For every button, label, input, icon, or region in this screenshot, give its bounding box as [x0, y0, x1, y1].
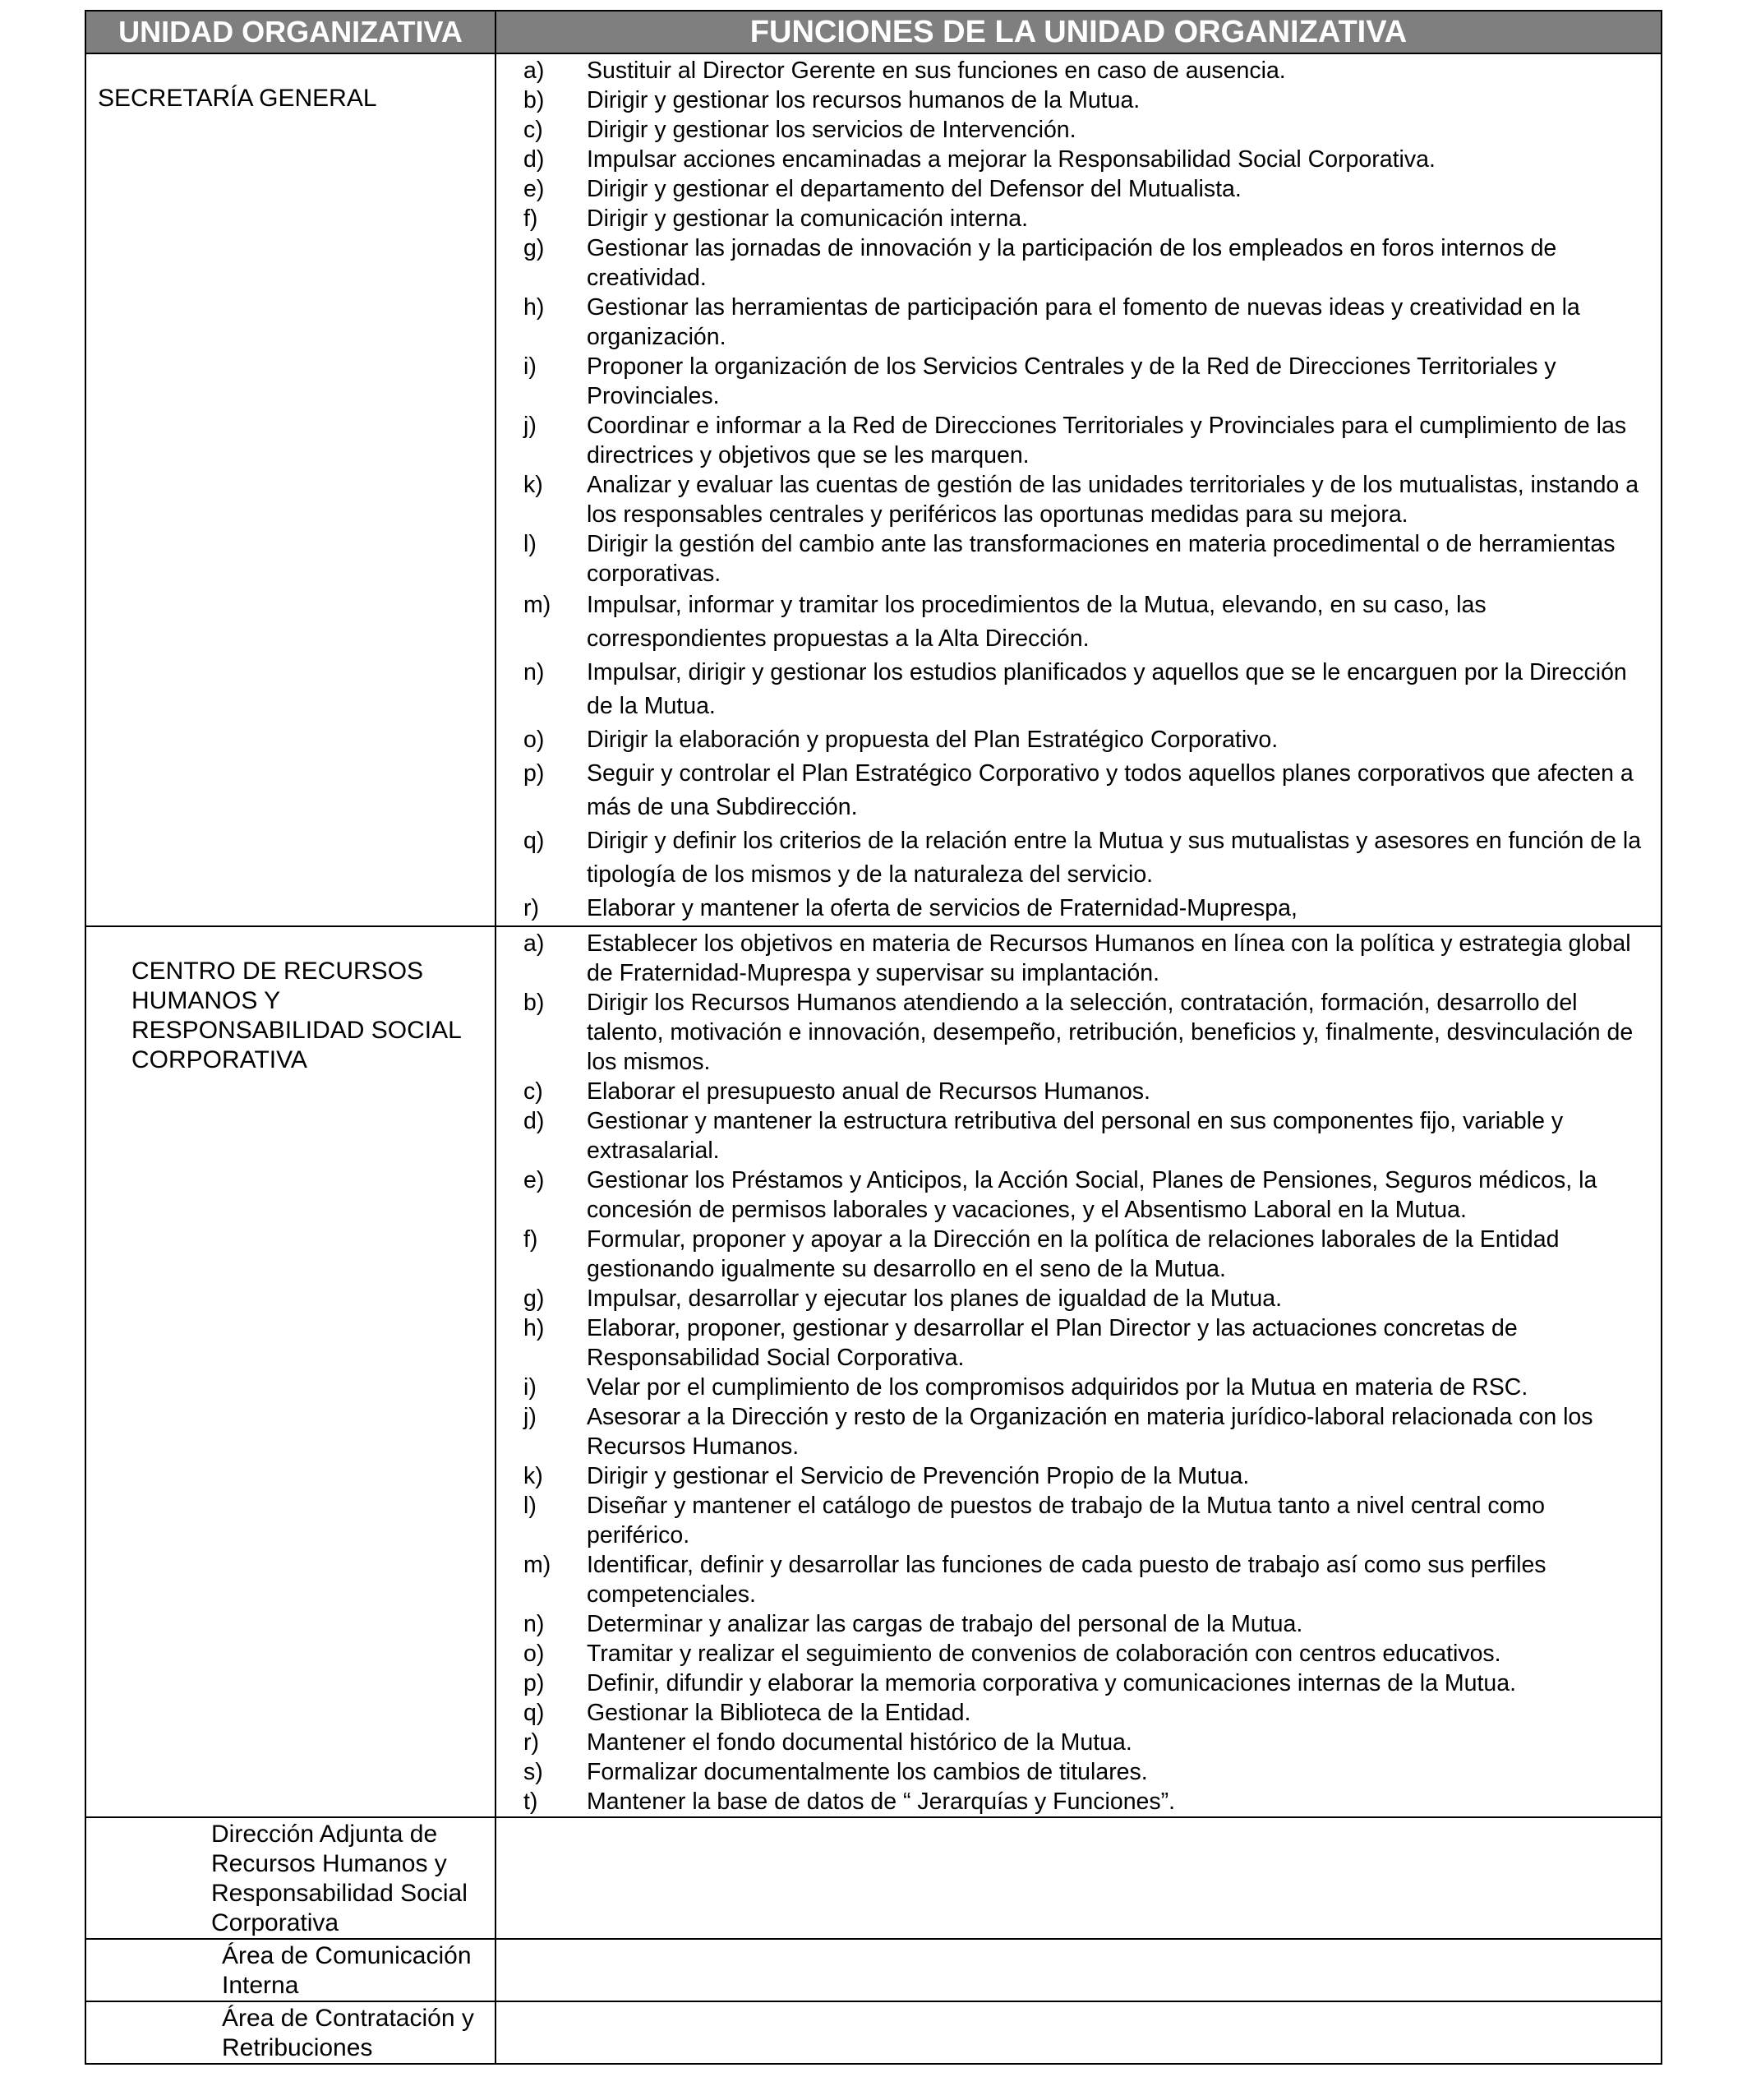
function-item: [496, 1668, 1661, 1698]
function-letter: i): [523, 353, 537, 380]
function-letter: k): [523, 472, 543, 498]
function-text: Identificar, definir y desarrollar las funciones de cada puesto de trabajo así como sus perfiles competenciales.: [587, 1552, 1546, 1608]
function-item: [496, 723, 1661, 757]
function-text: Dirigir y gestionar el Servicio de Prevención Propio de la Mutua.: [587, 1463, 1250, 1489]
function-text: Definir, difundir y elaborar la memoria corporativa y comunicaciones internas de la Mutua.: [587, 1670, 1517, 1696]
function-letter: j): [523, 1404, 537, 1430]
function-item: [496, 411, 1661, 470]
header-functions: FUNCIONES DE LA UNIDAD ORGANIZATIVA: [496, 11, 1662, 53]
function-text: Formalizar documentalmente los cambios de titulares.: [587, 1759, 1148, 1785]
function-text: Gestionar y mantener la estructura retributiva del personal en sus componentes fijo, variable y extrasalarial.: [587, 1108, 1564, 1164]
function-text: Gestionar las jornadas de innovación y la participación de los empleados en foros internos de creatividad.: [587, 235, 1557, 291]
table-row-contratacion: [85, 2001, 1662, 2064]
function-item: [496, 352, 1661, 411]
function-item: [496, 1225, 1661, 1284]
table-row-comunicacion-interna: [85, 1939, 1662, 2001]
function-text: Impulsar, desarrollar y ejecutar los planes de igualdad de la Mutua.: [587, 1285, 1282, 1312]
function-item: [496, 1402, 1661, 1461]
function-letter: n): [523, 659, 545, 685]
header-unit: UNIDAD ORGANIZATIVA: [85, 11, 496, 53]
function-text: Dirigir y gestionar los recursos humanos de la Mutua.: [587, 87, 1141, 113]
function-letter: c): [523, 117, 543, 143]
function-item: [496, 1639, 1661, 1668]
function-letter: l): [523, 531, 537, 557]
function-text: Elaborar el presupuesto anual de Recursos Humanos.: [587, 1078, 1150, 1105]
function-text: Elaborar, proponer, gestionar y desarrollar el Plan Director y las actuaciones concretas de Responsabilidad Social Corporativa.: [587, 1315, 1518, 1371]
function-letter: f): [523, 205, 538, 232]
function-text: Impulsar, dirigir y gestionar los estudios planificados y aquellos que se le encarguen por la Dirección de la Mutua.: [587, 659, 1627, 719]
function-letter: g): [523, 235, 545, 261]
unit-cell: [85, 2001, 496, 2064]
function-text: Coordinar e informar a la Red de Direcciones Territoriales y Provinciales para el cumplimiento de las directrices y objetivos que se les marquen.: [587, 413, 1627, 468]
function-text: Establecer los objetivos en materia de Recursos Humanos en línea con la política y estrategia global de Fraternidad-Muprespa y supervisar su implantación.: [587, 930, 1631, 986]
function-item: [496, 1165, 1661, 1225]
function-item: [496, 988, 1661, 1077]
function-item: [496, 1313, 1661, 1373]
function-letter: g): [523, 1285, 545, 1312]
table-row-secretaria: [85, 53, 1662, 926]
function-letter: f): [523, 1226, 538, 1253]
table-row-rrhh: [85, 926, 1662, 1817]
function-text: Dirigir los Recursos Humanos atendiendo a la selección, contratación, formación, desarrollo del talento, motivación e innovación, desempeño, retribución, beneficios y, finalmente, desvinculación de los mismos.: [587, 990, 1634, 1075]
function-item: [496, 470, 1661, 529]
function-text: Diseñar y mantener el catálogo de puestos de trabajo de la Mutua tanto a nivel central como periférico.: [587, 1493, 1546, 1548]
unit-cell: [85, 1939, 496, 2001]
functions-table: [85, 10, 1662, 2065]
function-letter: q): [523, 828, 545, 854]
function-letter: m): [523, 592, 551, 618]
function-text: Impulsar, informar y tramitar los procedimientos de la Mutua, elevando, en su caso, las correspondientes propuestas a la Alta Dirección.: [587, 592, 1487, 652]
function-item: [496, 1787, 1661, 1816]
function-item: [496, 892, 1661, 925]
function-letter: h): [523, 1315, 545, 1341]
function-letter: d): [523, 1108, 545, 1134]
unit-name: Área de Contratación y Retribuciones: [222, 2005, 474, 2061]
function-item: [496, 1106, 1661, 1165]
function-item: [496, 929, 1661, 988]
function-letter: l): [523, 1493, 537, 1519]
function-text: Impulsar acciones encaminadas a mejorar la Responsabilidad Social Corporativa.: [587, 146, 1436, 173]
function-item: [496, 1373, 1661, 1402]
function-item: [496, 56, 1661, 85]
function-item: [496, 1284, 1661, 1313]
functions-list: [496, 54, 1661, 925]
function-item: [496, 115, 1661, 145]
function-letter: e): [523, 1167, 545, 1193]
function-item: [496, 293, 1661, 352]
function-text: Analizar y evaluar las cuentas de gestión de las unidades territoriales y de los mutualistas, instando a los responsables centrales y periféricos las oportunas medidas para su mejora.: [587, 472, 1639, 528]
function-letter: a): [523, 58, 545, 84]
function-letter: s): [523, 1759, 543, 1785]
function-item: [496, 1757, 1661, 1787]
function-text: Determinar y analizar las cargas de trabajo del personal de la Mutua.: [587, 1611, 1303, 1637]
function-letter: p): [523, 1670, 545, 1696]
function-item: [496, 1077, 1661, 1106]
function-letter: h): [523, 294, 545, 321]
table-header-row: [85, 11, 1662, 53]
function-text: Velar por el cumplimiento de los compromisos adquiridos por la Mutua en materia de RSC.: [587, 1374, 1528, 1401]
function-letter: m): [523, 1552, 551, 1578]
function-item: [496, 588, 1661, 656]
function-letter: e): [523, 176, 545, 202]
table-row-direccion-adjunta: [85, 1817, 1662, 1939]
unit-name: SECRETARÍA GENERAL: [98, 85, 377, 112]
function-letter: o): [523, 1641, 545, 1667]
function-letter: a): [523, 930, 545, 957]
function-letter: c): [523, 1078, 543, 1105]
function-text: Gestionar los Préstamos y Anticipos, la Acción Social, Planes de Pensiones, Seguros médicos, la concesión de permisos laborales y vacaciones, y el Absentismo Laboral en la Mutua.: [587, 1167, 1597, 1223]
functions-cell-empty: [496, 1817, 1662, 1939]
function-item: [496, 145, 1661, 174]
function-text: Mantener el fondo documental histórico de la Mutua.: [587, 1729, 1132, 1756]
unit-cell: [85, 926, 496, 1817]
function-item: [496, 204, 1661, 233]
function-letter: b): [523, 87, 545, 113]
function-letter: r): [523, 1729, 539, 1756]
function-item: [496, 757, 1661, 824]
function-item: [496, 1461, 1661, 1491]
functions-cell-empty: [496, 2001, 1662, 2064]
unit-name: Dirección Adjunta de Recursos Humanos y Responsabilidad Social Corporativa: [211, 1821, 468, 1936]
function-text: Tramitar y realizar el seguimiento de convenios de colaboración con centros educativos.: [587, 1641, 1501, 1667]
function-letter: r): [523, 895, 539, 921]
unit-cell: [85, 53, 496, 926]
function-letter: j): [523, 413, 537, 439]
function-letter: d): [523, 146, 545, 173]
function-text: Proponer la organización de los Servicios Centrales y de la Red de Direcciones Territoriales y Provinciales.: [587, 353, 1556, 409]
functions-list: [496, 927, 1661, 1816]
function-text: Mantener la base de datos de “ Jerarquías y Funciones”.: [587, 1788, 1176, 1815]
unit-name: CENTRO DE RECURSOS HUMANOS Y RESPONSABILIDAD SOCIAL CORPORATIVA: [131, 958, 461, 1073]
function-letter: i): [523, 1374, 537, 1401]
function-item: [496, 1550, 1661, 1609]
function-letter: t): [523, 1788, 538, 1815]
function-letter: b): [523, 990, 545, 1016]
function-text: Dirigir y gestionar la comunicación interna.: [587, 205, 1028, 232]
unit-name: Área de Comunicación Interna: [222, 1942, 472, 1999]
function-item: [496, 529, 1661, 588]
function-text: Gestionar las herramientas de participación para el fomento de nuevas ideas y creatividad en la organización.: [587, 294, 1580, 350]
function-item: [496, 85, 1661, 115]
function-item: [496, 1609, 1661, 1639]
function-letter: p): [523, 760, 545, 787]
function-letter: q): [523, 1700, 545, 1726]
function-text: Dirigir y gestionar los servicios de Intervención.: [587, 117, 1076, 143]
function-text: Dirigir la elaboración y propuesta del Plan Estratégico Corporativo.: [587, 727, 1279, 753]
function-text: Seguir y controlar el Plan Estratégico Corporativo y todos aquellos planes corporativos que afecten a más de una Subdirección.: [587, 760, 1634, 820]
function-letter: k): [523, 1463, 543, 1489]
function-text: Dirigir y gestionar el departamento del Defensor del Mutualista.: [587, 176, 1242, 202]
function-text: Elaborar y mantener la oferta de servicios de Fraternidad-Muprespa,: [587, 895, 1298, 921]
function-text: Formular, proponer y apoyar a la Dirección en la política de relaciones laborales de la Entidad gestionando igualmente su desarrollo en el seno de la Mutua.: [587, 1226, 1560, 1282]
function-text: Asesorar a la Dirección y resto de la Organización en materia jurídico-laboral relacionada con los Recursos Humanos.: [587, 1404, 1593, 1460]
function-item: [496, 233, 1661, 293]
function-item: [496, 1728, 1661, 1757]
function-item: [496, 1491, 1661, 1550]
function-item: [496, 824, 1661, 892]
function-text: Dirigir la gestión del cambio ante las transformaciones en materia procedimental o de herramientas corporativas.: [587, 531, 1616, 587]
function-text: Gestionar la Biblioteca de la Entidad.: [587, 1700, 971, 1726]
unit-cell: [85, 1817, 496, 1939]
functions-cell-empty: [496, 1939, 1662, 2001]
function-letter: o): [523, 727, 545, 753]
function-item: [496, 1698, 1661, 1728]
function-item: [496, 174, 1661, 204]
functions-cell: [496, 926, 1662, 1817]
function-text: Dirigir y definir los criterios de la relación entre la Mutua y sus mutualistas y asesores en función de la tipología de los mismos y de la naturaleza del servicio.: [587, 828, 1642, 888]
function-item: [496, 656, 1661, 723]
function-letter: n): [523, 1611, 545, 1637]
functions-cell: [496, 53, 1662, 926]
function-text: Sustituir al Director Gerente en sus funciones en caso de ausencia.: [587, 58, 1286, 84]
